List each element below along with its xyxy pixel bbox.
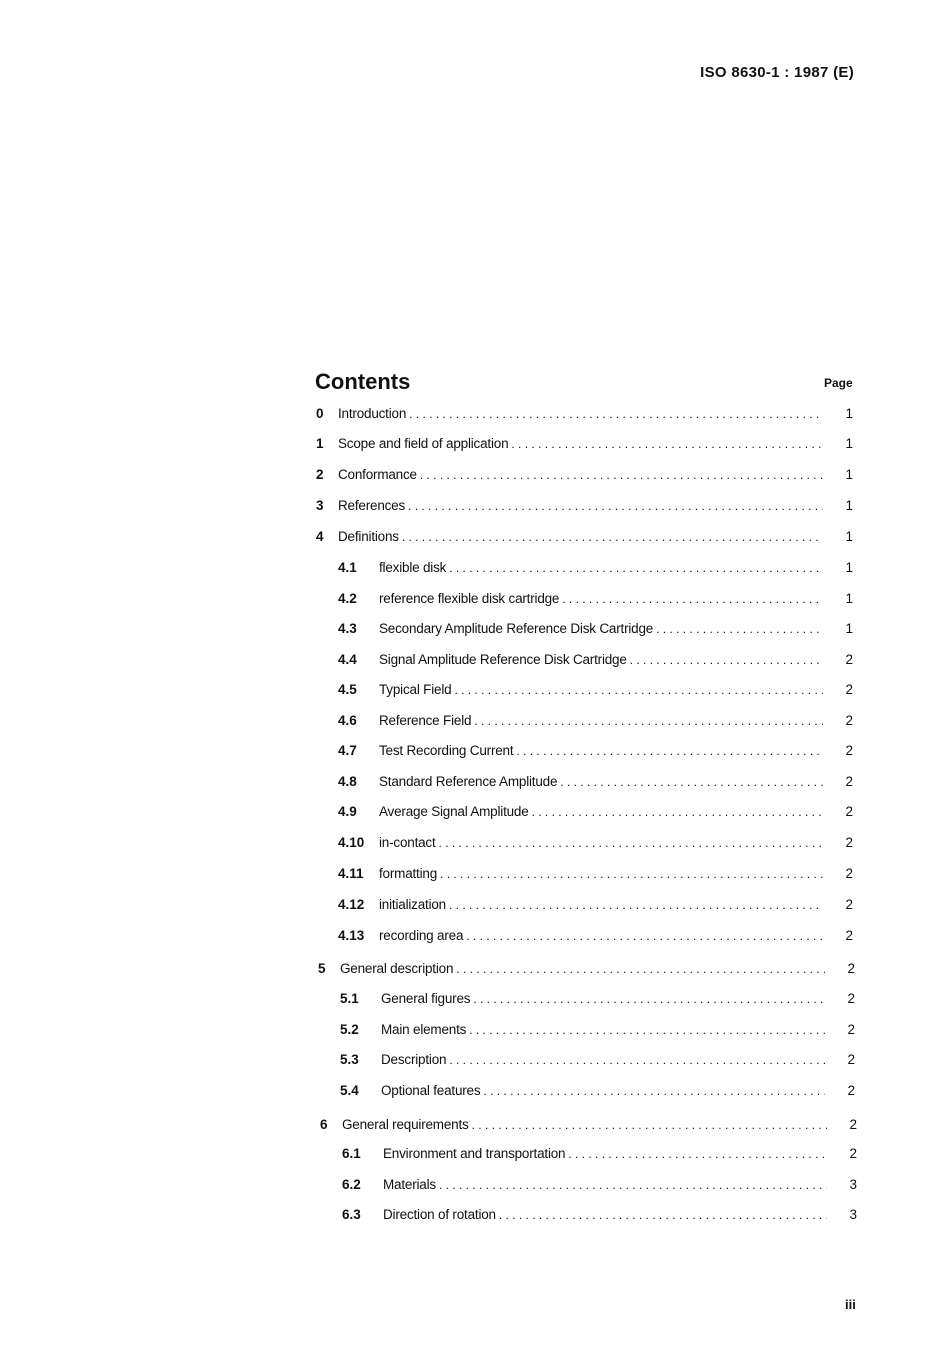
- section-number: 4.7: [338, 743, 357, 758]
- section-number: 6.3: [342, 1207, 361, 1222]
- toc-entry[interactable]: [316, 406, 853, 424]
- section-title: Description: [381, 1052, 447, 1067]
- section-number: 4.1: [338, 560, 357, 575]
- page-ref: 2: [849, 1117, 857, 1132]
- section-title: Introduction: [338, 406, 407, 421]
- page-ref: 3: [849, 1207, 857, 1222]
- dot-leader: [449, 1053, 825, 1067]
- page-ref: 1: [845, 498, 853, 513]
- page-ref: 2: [845, 835, 853, 850]
- toc-entry[interactable]: [318, 961, 855, 979]
- section-title: Signal Amplitude Reference Disk Cartridge: [379, 652, 627, 667]
- page-number: iii: [845, 1297, 856, 1312]
- toc-entry[interactable]: [316, 467, 853, 485]
- page-ref: 2: [845, 804, 853, 819]
- page-ref: 2: [845, 897, 853, 912]
- dot-leader: [516, 744, 823, 758]
- toc-entry[interactable]: [316, 866, 853, 884]
- section-number: 4.3: [338, 621, 357, 636]
- toc-entry[interactable]: [316, 498, 853, 516]
- section-title: References: [338, 498, 406, 513]
- section-title: General description: [340, 961, 454, 976]
- toc-entry[interactable]: [316, 652, 853, 670]
- toc-entry[interactable]: [316, 804, 853, 822]
- toc-entry[interactable]: [316, 560, 853, 578]
- dot-leader: [409, 407, 823, 421]
- page-ref: 1: [845, 529, 853, 544]
- section-number: 4.2: [338, 591, 357, 606]
- section-number: 5: [318, 961, 326, 976]
- section-number: 3: [316, 498, 324, 513]
- toc-entry[interactable]: [316, 743, 853, 761]
- dot-leader: [469, 1023, 825, 1037]
- section-number: 4.12: [338, 897, 365, 912]
- dot-leader: [439, 1178, 827, 1192]
- dot-leader: [560, 775, 823, 789]
- dot-leader: [449, 561, 823, 575]
- page-ref: 1: [845, 436, 853, 451]
- toc-entry[interactable]: [316, 682, 853, 700]
- dot-leader: [408, 499, 823, 513]
- toc-entry[interactable]: [318, 1052, 855, 1070]
- section-title: Materials: [383, 1177, 436, 1192]
- page-ref: 1: [845, 560, 853, 575]
- page-ref: 2: [845, 774, 853, 789]
- section-number: 1: [316, 436, 324, 451]
- section-number: 2: [316, 467, 324, 482]
- section-title: General requirements: [342, 1117, 469, 1132]
- toc-entry[interactable]: [320, 1177, 857, 1195]
- dot-leader: [499, 1208, 827, 1222]
- toc-entry[interactable]: [316, 928, 853, 946]
- toc-entry[interactable]: [316, 529, 853, 547]
- section-title: General figures: [381, 991, 471, 1006]
- dot-leader: [420, 468, 823, 482]
- page-column-label: Page: [824, 376, 853, 390]
- dot-leader: [474, 714, 823, 728]
- toc-entry[interactable]: [316, 713, 853, 731]
- section-title: initialization: [379, 897, 446, 912]
- page-ref: 2: [845, 682, 853, 697]
- section-number: 4.9: [338, 804, 357, 819]
- section-title: recording area: [379, 928, 464, 943]
- section-title: reference flexible disk cartridge: [379, 591, 560, 606]
- section-title: Typical Field: [379, 682, 452, 697]
- dot-leader: [473, 992, 825, 1006]
- dot-leader: [656, 622, 823, 636]
- dot-leader: [472, 1118, 827, 1132]
- section-title: Direction of rotation: [383, 1207, 496, 1222]
- section-title: Definitions: [338, 529, 399, 544]
- page-ref: 2: [847, 961, 855, 976]
- section-number: 6.2: [342, 1177, 361, 1192]
- toc-entry[interactable]: [316, 591, 853, 609]
- page-ref: 1: [845, 591, 853, 606]
- section-number: 4.10: [338, 835, 365, 850]
- section-title: formatting: [379, 866, 438, 881]
- section-number: 5.1: [340, 991, 359, 1006]
- toc-entry[interactable]: [316, 436, 853, 454]
- dot-leader: [449, 898, 823, 912]
- dot-leader: [466, 929, 823, 943]
- section-title: Average Signal Amplitude: [379, 804, 529, 819]
- toc-entry[interactable]: [320, 1117, 857, 1135]
- section-number: 5.2: [340, 1022, 359, 1037]
- page-ref: 2: [847, 1022, 855, 1037]
- section-title: Standard Reference Amplitude: [379, 774, 558, 789]
- toc-entry[interactable]: [318, 991, 855, 1009]
- page-ref: 2: [847, 1083, 855, 1098]
- dot-leader: [630, 653, 823, 667]
- section-title: Reference Field: [379, 713, 472, 728]
- page-ref: 2: [847, 991, 855, 1006]
- page-ref: 1: [845, 467, 853, 482]
- dot-leader: [440, 867, 823, 881]
- page-ref: 3: [849, 1177, 857, 1192]
- section-number: 5.3: [340, 1052, 359, 1067]
- section-number: 4.11: [338, 866, 364, 881]
- section-number: 4.13: [338, 928, 365, 943]
- document-header: ISO 8630-1 : 1987 (E): [700, 64, 854, 81]
- toc-entry[interactable]: [316, 835, 853, 853]
- section-number: 4.5: [338, 682, 357, 697]
- section-number: 5.4: [340, 1083, 359, 1098]
- dot-leader: [439, 836, 823, 850]
- toc-entry[interactable]: [318, 1022, 855, 1040]
- section-number: 4: [316, 529, 324, 544]
- page-title: Contents: [315, 369, 411, 394]
- dot-leader: [456, 962, 825, 976]
- dot-leader: [511, 437, 823, 451]
- dot-leader: [402, 530, 823, 544]
- toc-entry[interactable]: [316, 774, 853, 792]
- toc-entry[interactable]: [316, 621, 853, 639]
- section-number: 0: [316, 406, 324, 421]
- section-title: Conformance: [338, 467, 417, 482]
- section-title: Environment and transportation: [383, 1146, 566, 1161]
- toc-entry[interactable]: [318, 1083, 855, 1101]
- section-number: 4.6: [338, 713, 357, 728]
- dot-leader: [483, 1084, 825, 1098]
- section-number: 6.1: [342, 1146, 361, 1161]
- toc-entry[interactable]: [320, 1146, 857, 1164]
- dot-leader: [532, 805, 823, 819]
- page-ref: 2: [845, 866, 853, 881]
- section-title: Secondary Amplitude Reference Disk Cartridge: [379, 621, 654, 636]
- dot-leader: [568, 1147, 827, 1161]
- page-ref: 1: [845, 621, 853, 636]
- section-title: Test Recording Current: [379, 743, 514, 758]
- section-title: Optional features: [381, 1083, 481, 1098]
- section-title: in-contact: [379, 835, 436, 850]
- page-ref: 2: [845, 743, 853, 758]
- page-ref: 2: [845, 713, 853, 728]
- section-title: Scope and field of application: [338, 436, 509, 451]
- section-title: Main elements: [381, 1022, 467, 1037]
- toc-entry[interactable]: [316, 897, 853, 915]
- section-number: 4.8: [338, 774, 357, 789]
- section-number: 4.4: [338, 652, 357, 667]
- toc-entry[interactable]: [320, 1207, 857, 1225]
- page-ref: 2: [845, 652, 853, 667]
- section-number: 6: [320, 1117, 328, 1132]
- page-ref: 1: [845, 406, 853, 421]
- page-ref: 2: [845, 928, 853, 943]
- page-ref: 2: [849, 1146, 857, 1161]
- dot-leader: [562, 592, 823, 606]
- page-ref: 2: [847, 1052, 855, 1067]
- dot-leader: [454, 683, 823, 697]
- section-title: flexible disk: [379, 560, 447, 575]
